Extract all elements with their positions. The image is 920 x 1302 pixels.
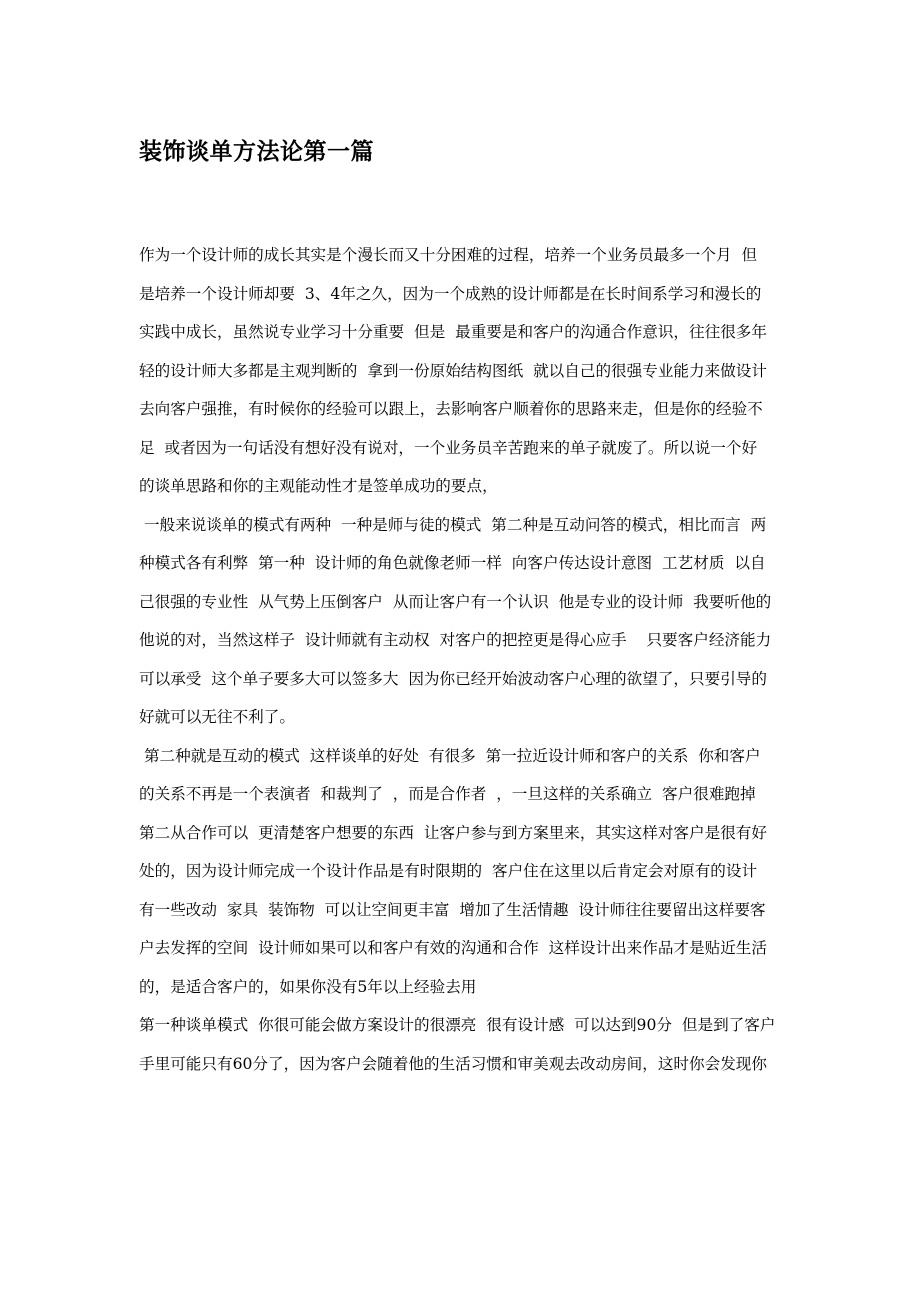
text-line: 去向客户强推，有时候你的经验可以跟上，去影响客户顺着你的思路来走，但是你的经验不 [139, 400, 763, 418]
text-line: 可以承受 这个单子要多大可以签多大 因为你已经开始波动客户心理的欲望了，只要引导的 [139, 669, 767, 688]
text-line: 第二从合作可以 更清楚客户想要的东西 让客户参与到方案里来，其实这样对客户是很有好 [139, 823, 767, 842]
text-line: 实践中成长，虽然说专业学习十分重要 但是 最重要是和客户的沟通合作意识，往往很多年 [139, 323, 767, 341]
text-line: 一般来说谈单的模式有两种 一种是师与徒的模式 第二种是互动问答的模式，相比而言 两 [139, 515, 767, 534]
text-line: 处的，因为设计师完成一个设计作品是有时限期的 客户住在这里以后肯定会对原有的设计 [139, 862, 758, 880]
text-line: 户去发挥的空间 设计师如果可以和客户有效的沟通和合作 这样设计出来作品才是贴近生活 [139, 939, 767, 957]
document-title: 装饰谈单方法论第一篇 [139, 138, 374, 165]
text-line: 种模式各有利弊 第一种 设计师的角色就像老师一样 向客户传达设计意图 工艺材质 以自 [139, 554, 766, 572]
text-line: 好就可以无往不利了。 [139, 708, 295, 726]
text-line: 第二种就是互动的模式 这样谈单的好处 有很多 第一拉近设计师和客户的关系 你和客户 [139, 746, 761, 765]
text-line: 的谈单思路和你的主观能动性才是签单成功的要点， [139, 477, 498, 495]
text-line: 第一种谈单模式 你很可能会做方案设计的很漂亮 很有设计感 可以达到90分 但是到了客户 [139, 1016, 776, 1034]
text-line: 己很强的专业性 从气势上压倒客户 从而让客户有一个认识 他是专业的设计师 我要听他的 [139, 592, 772, 611]
text-line: 足 或者因为一句话没有想好没有说对，一个业务员辛苦跑来的单子就废了。所以说一个好 [139, 438, 758, 457]
text-line: 有一些改动 家具 装饰物 可以让空间更丰富 增加了生活情趣 设计师往往要留出这样要客 [139, 900, 766, 919]
document-body [139, 236, 799, 1083]
text-line: 轻的设计师大多都是主观判断的 拿到一份原始结构图纸 就以自己的很强专业能力来做设计 [139, 361, 767, 380]
text-line: 是培养一个设计师却要 3、4年之久，因为一个成熟的设计师都是在长时间系学习和漫长的 [139, 284, 762, 303]
text-line: 他说的对，当然这样子 设计师就有主动权 对客户的把控更是得心应手 只要客户经济能力 [139, 631, 772, 649]
text-line: 作为一个设计师的成长其实是个漫长而又十分困难的过程，培养一个业务员最多一个月 但 [139, 246, 758, 264]
text-line: 手里可能只有60分了，因为客户会随着他的生活习惯和审美观去改动房间，这时你会发现你 [139, 1054, 767, 1073]
text-line: 的，是适合客户的，如果你没有5年以上经验去用 [139, 977, 477, 996]
text-line: 的关系不再是一个表演者 和裁判了 ，而是合作者 ，一旦这样的关系确立 客户很难跑掉 [139, 785, 756, 803]
